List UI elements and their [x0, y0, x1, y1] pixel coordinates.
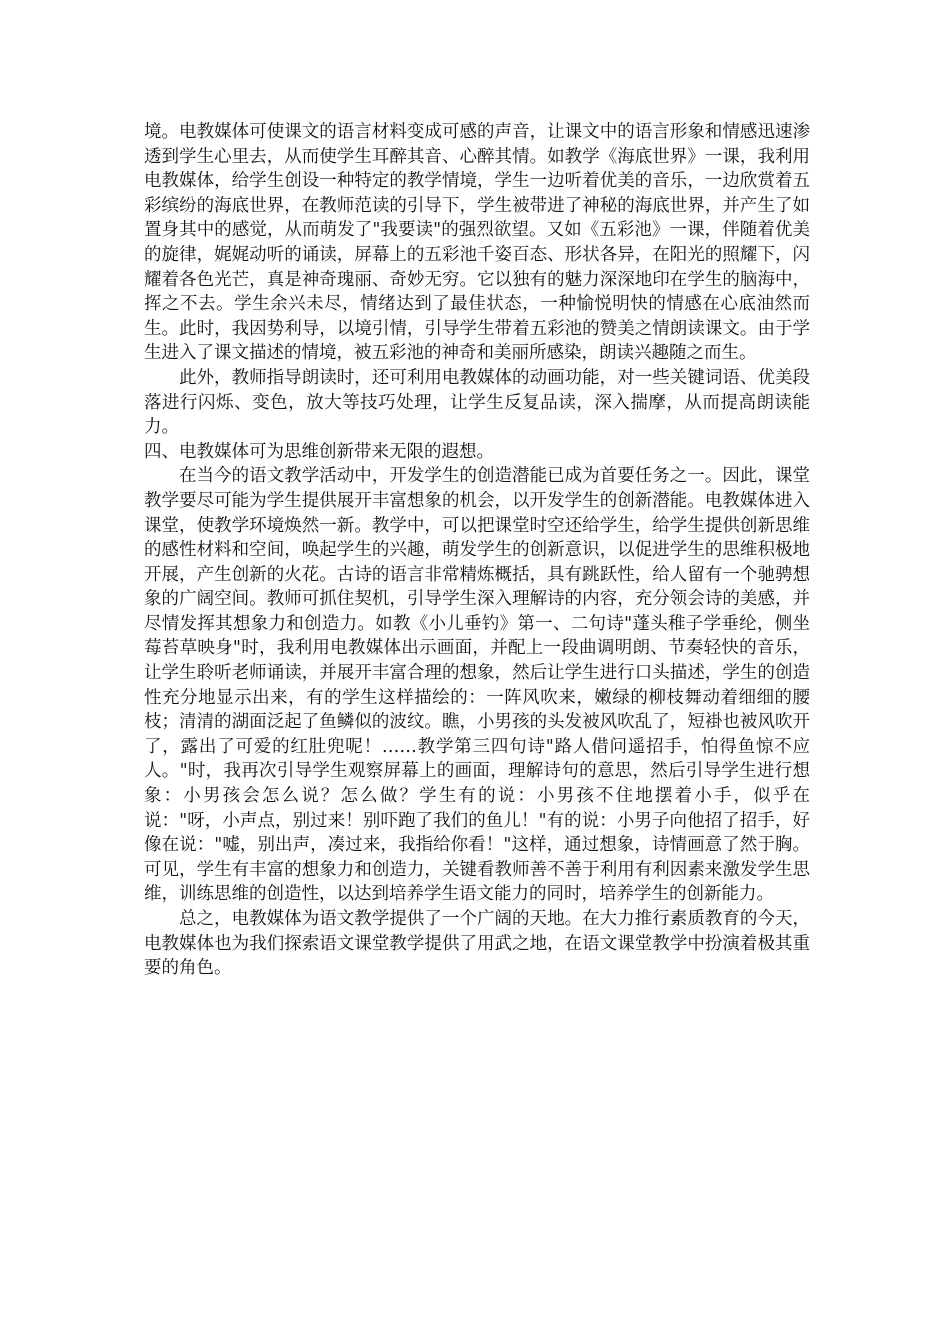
- paragraph-creative-thinking: 在当今的语文教学活动中，开发学生的创造潜能已成为首要任务之一。因此，课堂教学要尽可能为学生提供展开丰富想象的机会，以开发学生的创新潜能。电教媒体进入课堂，使教学环境焕然一新。教学中，可以把课堂时空还给学生，给学生提供创新思维的感性材料和空间，唤起学生的兴趣，萌发学生的创新意识，以促进学生的思维积极地开展，产生创新的火花。古诗的语言非常精炼概括，具有跳跃性，给人留有一个驰骋想象的广阔空间。教师可抓住契机，引导学生深入理解诗的内容，充分领会诗的美感，并尽情发挥其想象力和创造力。如教《小儿垂钓》第一、二句诗"蓬头稚子学垂纶，侧坐莓苔草映身"时，我利用电教媒体出示画面，并配上一段曲调明朗、节奏轻快的音乐，让学生聆听老师诵读，并展开丰富合理的想象，然后让学生进行口头描述，学生的创造性充分地显示出来，有的学生这样描绘的：一阵风吹来，嫩绿的柳枝舞动着细细的腰枝；清清的湖面泛起了鱼鳞似的波纹。瞧，小男孩的头发被风吹乱了，短褂也被风吹开了，露出了可爱的红肚兜呢！……教学第三四句诗"路人借问遥招手，怕得鱼惊不应人。"时，我再次引导学生观察屏幕上的画面，理解诗句的意思，然后引导学生进行想象：小男孩会怎么说？怎么做？学生有的说：小男孩不住地摆着小手，似乎在说："呀，小声点，别过来！别吓跑了我们的鱼儿！"有的说：小男子向他招了招手，好像在说："嘘，别出声，凑过来，我指给你看！"这样，通过想象，诗情画意了然于胸。可见，学生有丰富的想象力和创造力，关键看教师善不善于利用有利因素来激发学生思维，训练思维的创造性，以达到培养学生语文能力的同时，培养学生的创新能力。: [144, 466, 810, 905]
- paragraph-conclusion: 总之，电教媒体为语文教学提供了一个广阔的天地。在大力推行素质教育的今天，电教媒体也为我们探索语文课堂教学提供了用武之地，在语文课堂教学中扮演着极其重要的角色。: [144, 909, 810, 979]
- paragraph-continuation: 境。电教媒体可使课文的语言材料变成可感的声音，让课文中的语言形象和情感迅速渗透到学生心里去，从而使学生耳醉其音、心醉其情。如教学《海底世界》一课，我利用电教媒体，给学生创设一种特定的教学情境，学生一边听着优美的音乐，一边欣赏着五彩缤纷的海底世界，在教师范读的引导下，学生被带进了神秘的海底世界，并产生了如置身其中的感觉，从而萌发了"我要读"的强烈欲望。又如《五彩池》一课，伴随着优美的旋律，娓娓动听的诵读，屏幕上的五彩池千姿百态、形状各异，在阳光的照耀下，闪耀着各色光芒，真是神奇瑰丽、奇妙无穷。它以独有的魅力深深地印在学生的脑海中，挥之不去。学生余兴未尽，情绪达到了最佳状态，一种愉悦明快的情感在心底油然而生。此时，我因势利导，以境引情，引导学生带着五彩池的赞美之情朗读课文。由于学生进入了课文描述的情境，被五彩池的神奇和美丽所感染，朗读兴趣随之而生。: [144, 122, 810, 364]
- paragraph-reading-animation: 此外，教师指导朗读时，还可利用电教媒体的动画功能，对一些关键词语、优美段落进行闪烁、变色，放大等技巧处理，让学生反复品读，深入揣摩，从而提高朗读能力。: [144, 367, 810, 438]
- section-heading-four: 四、电教媒体可为思维创新带来无限的遐想。: [144, 441, 494, 462]
- document-body: [144, 120, 810, 981]
